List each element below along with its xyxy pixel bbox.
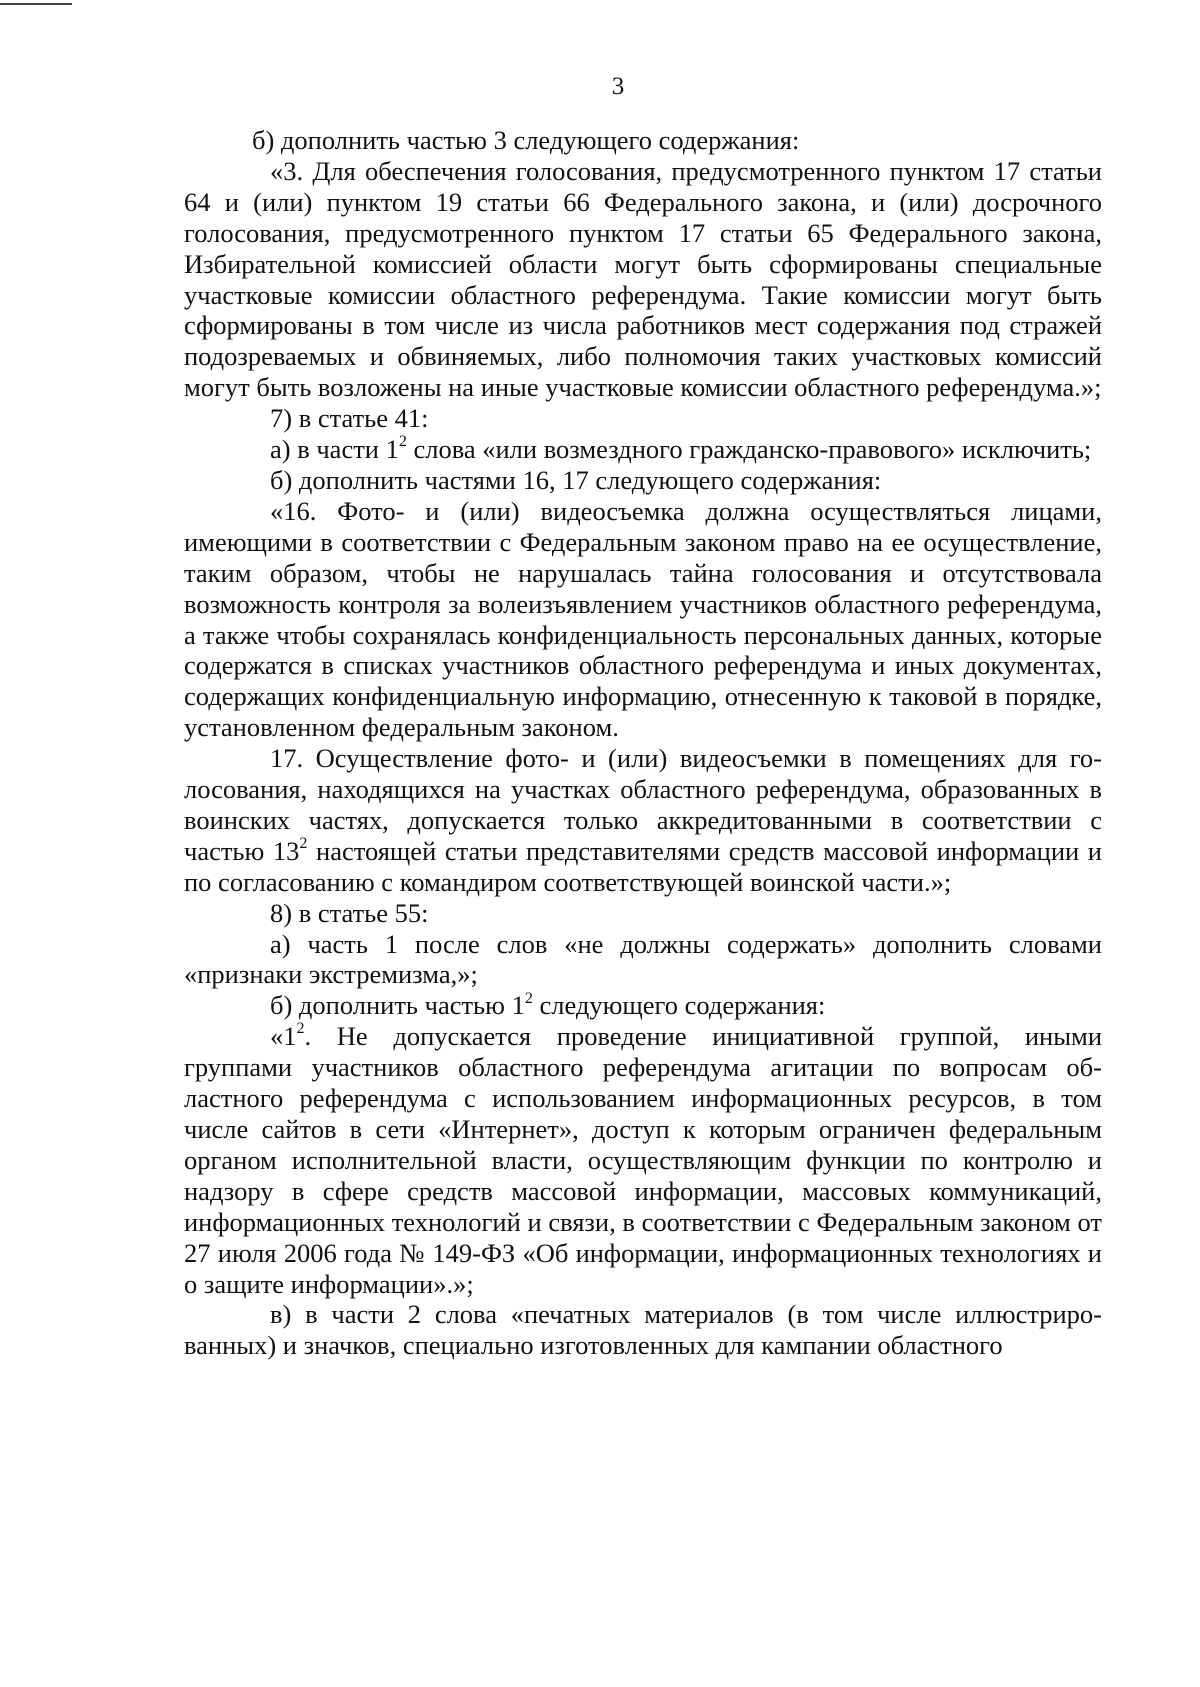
paragraph-1: б) дополнить частью 3 следующего содержания: [252,125,800,155]
paragraph-11-text-b: . Не допускается проведение инициативной группой, иными группами участников областного референдума агитации по вопросам областного референдума с использованием информационных ресурсов, в том числе сайтов в сети «Интернет», доступ к которым ограничен федеральным органом исполнительной власти, осуществляющим функции по контролю и надзору в сфере средств массовой информации, массовых коммуникаций, информационных технологий и связи, в соответствии с Федеральным законом от 27 июля 2006 года № 149-ФЗ «Об информации, информационных технологиях и о защите информации».»; [184,1021,1102,1299]
paragraph-4 [184,434,1102,465]
paragraph-8: 8) в статье 55: [270,897,429,928]
paragraph-10-superscript: 2 [524,989,533,1007]
paragraph-4-superscript: 2 [398,433,407,451]
paragraph-10 [184,990,1102,1021]
paragraph-4-text-a: а) в части 1 [270,434,399,465]
paragraph-7-text-a: 17. Осуществление фото- и (или) видеосъемки в помещениях для голосования, находящихся на участках областного референдума, образованных в воинских частях, допускается только аккредитованными в соответствии с частью 13 [184,743,1102,866]
paragraph-5: б) дополнить частями 16, 17 следующего содержания: [270,464,882,495]
paragraph-10-text-a: б) дополнить частью 1 [270,990,525,1021]
paragraph-7 [184,743,1102,898]
paragraph-4-text-b: слова «или возмездного гражданско-правового» исключить; [406,434,1092,465]
page-number: 3 [611,73,625,100]
paragraph-11-text-a: «1 [270,1021,297,1052]
paragraph-12: в) в части 2 слова «печатных материалов (в том числе иллюстрированных) и значков, специально изготовленных для кампании областного [184,1299,1102,1361]
paragraph-11-superscript: 2 [296,1020,305,1038]
paragraph-9: а) часть 1 после слов «не должны содержать» дополнить словами «признаки экстремизма,»; [184,928,1102,990]
paragraph-11 [184,1021,1102,1299]
scan-corner-mark [0,3,72,5]
paragraph-2: «3. Для обеспечения голосования, предусмотренного пунктом 17 статьи 64 и (или) пунктом 19 статьи 66 Федерального закона, и (или) досрочного голосования, предусмотренного пунктом 17 статьи 65 Федерального закона, Избирательной комиссией области могут быть сформированы специальные участковые комиссии областного референдума. Такие комиссии могут быть сформированы в том числе из числа работников мест содержания под стражей подозреваемых и обвиняемых, либо полномочия таких участковых комиссий могут быть возложены на иные участковые комиссии областного референдума.»; [184,155,1102,403]
paragraph-3: 7) в статье 41: [270,403,429,434]
paragraph-10-text-b: следующего содержания: [532,990,826,1021]
paragraph-7-text-b: настоящей статьи представителями средств массовой информации и по согласованию с командиром соответствующей воинской части.»; [184,835,1102,897]
paragraph-6: «16. Фото- и (или) видеосъемка должна осуществляться лицами, имеющими в соответствии с Федеральным законом право на ее осуществление, таким образом, чтобы не нарушалась тайна голосования и отсутствовала возможность контроля за волеизъявлением участников областного референдума, а также чтобы сохранялась конфиденциальность персональных данных, которые содержатся в списках участников областного референдума и иных документах, содержащих конфиденциальную информацию, отнесенную к таковой в порядке, установленном федеральным законом. [184,495,1102,743]
paragraph-7-superscript: 2 [299,835,308,853]
document-body [184,125,1102,1361]
